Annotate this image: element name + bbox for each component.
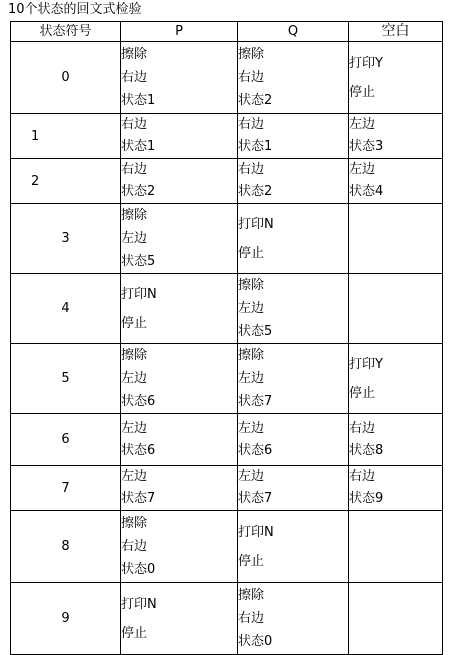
- header-q: Q: [238, 22, 349, 42]
- table-row-state-3: [11, 204, 443, 274]
- action-line: 状态6: [121, 442, 156, 458]
- action-line: 右边: [238, 70, 265, 85]
- action-line: 状态9: [349, 491, 384, 506]
- action-line: 打印Y: [349, 55, 383, 71]
- state-symbol-cell: 5: [11, 344, 121, 414]
- state-symbol-cell: 6: [11, 414, 121, 466]
- blank-action-cell: [349, 42, 443, 114]
- blank-action-cell: [349, 204, 443, 274]
- action-line: 状态4: [349, 184, 384, 199]
- state-symbol-cell: 7: [11, 466, 121, 511]
- action-line: 停止: [121, 315, 148, 331]
- action-line: 状态6: [121, 394, 156, 409]
- action-line: 右边: [121, 70, 148, 85]
- action-line: 擦除: [121, 348, 148, 363]
- table-row-state-6: [11, 414, 443, 466]
- state-symbol-cell: 0: [11, 42, 121, 114]
- action-line: 擦除: [238, 588, 265, 603]
- action-line: 右边: [238, 117, 265, 132]
- action-line: 状态1: [121, 139, 156, 154]
- action-line: 状态8: [349, 442, 384, 458]
- blank-action-cell: [349, 511, 443, 583]
- table-row-state-7: [11, 466, 443, 511]
- q-action-cell: [238, 344, 349, 414]
- action-line: 停止: [349, 385, 376, 401]
- table-row-state-9: [11, 583, 443, 655]
- action-line: 左边: [121, 420, 148, 436]
- blank-action-cell: [349, 466, 443, 511]
- header-p: P: [121, 22, 238, 42]
- p-action-cell: [121, 159, 238, 204]
- action-line: 状态3: [349, 139, 384, 154]
- p-action-cell: [121, 414, 238, 466]
- header-row: [11, 22, 443, 42]
- p-action-cell: [121, 511, 238, 583]
- action-line: 右边: [121, 162, 148, 177]
- q-action-cell: [238, 204, 349, 274]
- table-row-state-0: [11, 42, 443, 114]
- state-symbol-cell: 9: [11, 583, 121, 655]
- state-symbol-cell: 1: [11, 114, 121, 159]
- state-symbol-cell: 2: [11, 159, 121, 204]
- q-action-cell: [238, 414, 349, 466]
- p-action-cell: [121, 42, 238, 114]
- q-action-cell: [238, 511, 349, 583]
- action-line: 左边: [238, 371, 265, 386]
- table-row-state-5: [11, 344, 443, 414]
- action-line: 停止: [238, 553, 265, 569]
- q-action-cell: [238, 466, 349, 511]
- header-state-symbol: 状态符号: [11, 22, 121, 42]
- blank-action-cell: [349, 274, 443, 344]
- action-line: 擦除: [238, 348, 265, 363]
- action-line: 停止: [121, 625, 148, 641]
- q-action-cell: [238, 42, 349, 114]
- blank-action-cell: [349, 583, 443, 655]
- action-line: 右边: [121, 117, 148, 132]
- action-line: 擦除: [238, 278, 265, 293]
- table-row-state-4: [11, 274, 443, 344]
- action-line: 状态7: [238, 394, 273, 409]
- action-line: 停止: [349, 84, 376, 100]
- action-line: 左边: [349, 117, 376, 132]
- blank-action-cell: [349, 344, 443, 414]
- q-action-cell: [238, 159, 349, 204]
- q-action-cell: [238, 583, 349, 655]
- table-row-state-8: [11, 511, 443, 583]
- q-action-cell: [238, 274, 349, 344]
- action-line: 擦除: [121, 47, 148, 62]
- action-line: 擦除: [238, 47, 265, 62]
- action-line: 打印N: [238, 216, 274, 232]
- action-line: 打印N: [121, 596, 157, 612]
- q-action-cell: [238, 114, 349, 159]
- action-line: 状态2: [238, 184, 273, 199]
- state-transition-table: [10, 21, 443, 655]
- action-line: 左边: [238, 469, 265, 484]
- action-line: 右边: [349, 420, 376, 436]
- p-action-cell: [121, 583, 238, 655]
- action-line: 状态5: [121, 254, 156, 269]
- action-line: 左边: [238, 301, 265, 316]
- state-symbol-cell: 4: [11, 274, 121, 344]
- blank-action-cell: [349, 414, 443, 466]
- action-line: 状态7: [238, 491, 273, 506]
- action-line: 左边: [349, 162, 376, 177]
- action-line: 状态5: [238, 324, 273, 339]
- action-line: 右边: [349, 469, 376, 484]
- action-line: 状态7: [121, 491, 156, 506]
- table-row-state-2: [11, 159, 443, 204]
- action-line: 状态1: [238, 139, 273, 154]
- p-action-cell: [121, 466, 238, 511]
- action-line: 右边: [238, 611, 265, 626]
- action-line: 擦除: [121, 208, 148, 223]
- action-line: 状态2: [238, 93, 273, 108]
- action-line: 左边: [121, 469, 148, 484]
- action-line: 右边: [121, 539, 148, 554]
- blank-action-cell: [349, 114, 443, 159]
- action-line: 停止: [238, 245, 265, 261]
- action-line: 打印N: [121, 286, 157, 302]
- state-symbol-cell: 3: [11, 204, 121, 274]
- p-action-cell: [121, 344, 238, 414]
- action-line: 状态0: [121, 562, 156, 577]
- table-title: 10个状态的回文式检验: [8, 2, 142, 17]
- header-blank: 空白: [349, 22, 443, 42]
- action-line: 左边: [121, 371, 148, 386]
- action-line: 状态2: [121, 184, 156, 199]
- action-line: 左边: [238, 420, 265, 436]
- p-action-cell: [121, 274, 238, 344]
- state-symbol-cell: 8: [11, 511, 121, 583]
- action-line: 状态0: [238, 634, 273, 649]
- action-line: 右边: [238, 162, 265, 177]
- action-line: 状态1: [121, 93, 156, 108]
- p-action-cell: [121, 114, 238, 159]
- blank-action-cell: [349, 159, 443, 204]
- action-line: 擦除: [121, 516, 148, 531]
- action-line: 状态6: [238, 442, 273, 458]
- p-action-cell: [121, 204, 238, 274]
- action-line: 左边: [121, 231, 148, 246]
- action-line: 打印N: [238, 524, 274, 540]
- table-row-state-1: [11, 114, 443, 159]
- action-line: 打印Y: [349, 356, 383, 372]
